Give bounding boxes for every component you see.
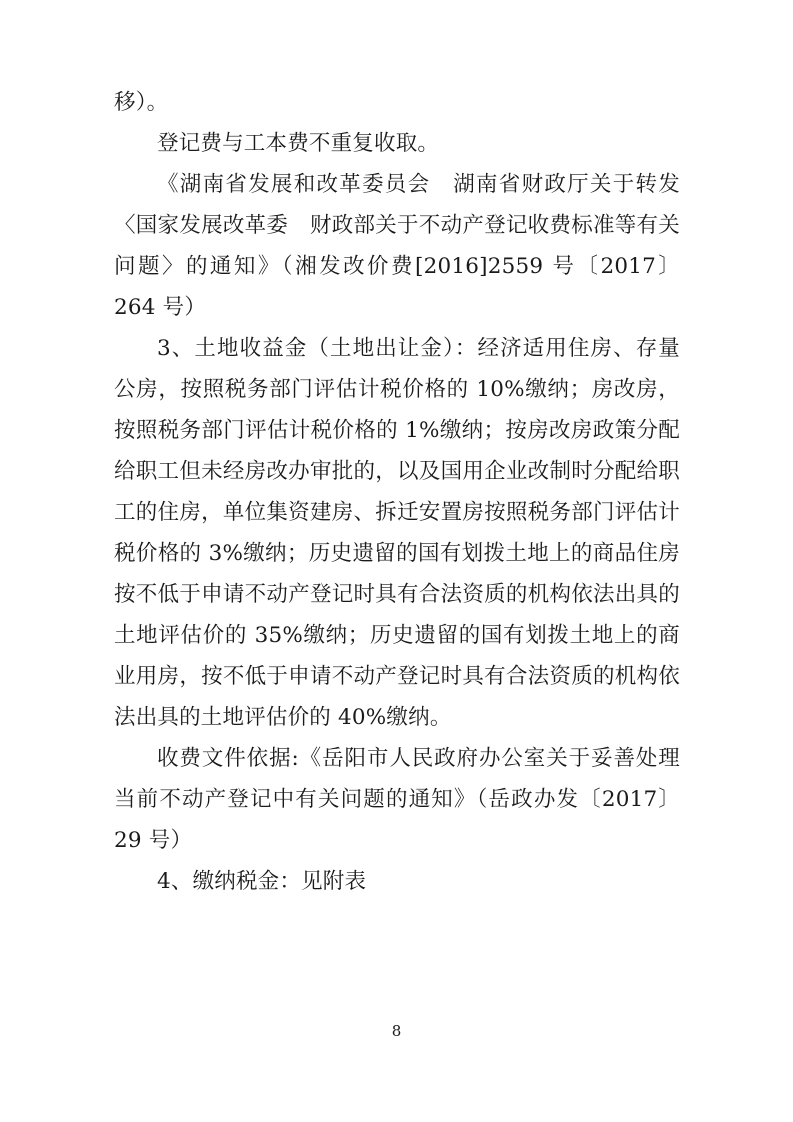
paragraph: 移）。 [114, 90, 169, 115]
paragraph: 登记费与工本费不重复收取。 [157, 131, 440, 156]
paragraph: 《湖南省发展和改革委员会 湖南省财政厅关于转发〈国家发展改革委 财政部关于不动产登记收费标准等有关问题〉的通知》（湘发改价费[2016]2559 号〔2017〕264 号） [114, 172, 680, 320]
page-number: 8 [391, 1022, 402, 1040]
paragraph: 收费文件依据:《岳阳市人民政府办公室关于妥善处理当前不动产登记中有关问题的通知》（岳政办发〔2017〕29 号） [114, 746, 680, 853]
paragraph: 4、缴纳税金：见附表 [157, 869, 367, 894]
document-body [114, 82, 680, 902]
paragraph: 3、土地收益金（土地出让金）：经济适用住房、存量公房，按照税务部门评估计税价格的 10%缴纳；房改房，按照税务部门评估计税价格的 1%缴纳；按房改房政策分配给职工但未经房改办审批的，以及国用企业改制时分配给职工的住房，单位集资建房、拆迁安置房按照税务部门评估计税价格的 3%缴纳；历史遗留的国有划拨土地上的商品住房按不低于申请不动产登记时具有合法资质的机构依法出具的土地评估价的 35%缴纳；历史遗留的国有划拨土地上的商业用房，按不低于申请不动产登记时具有合法资质的机构依法出具的土地评估价的 40%缴纳。 [114, 336, 680, 730]
